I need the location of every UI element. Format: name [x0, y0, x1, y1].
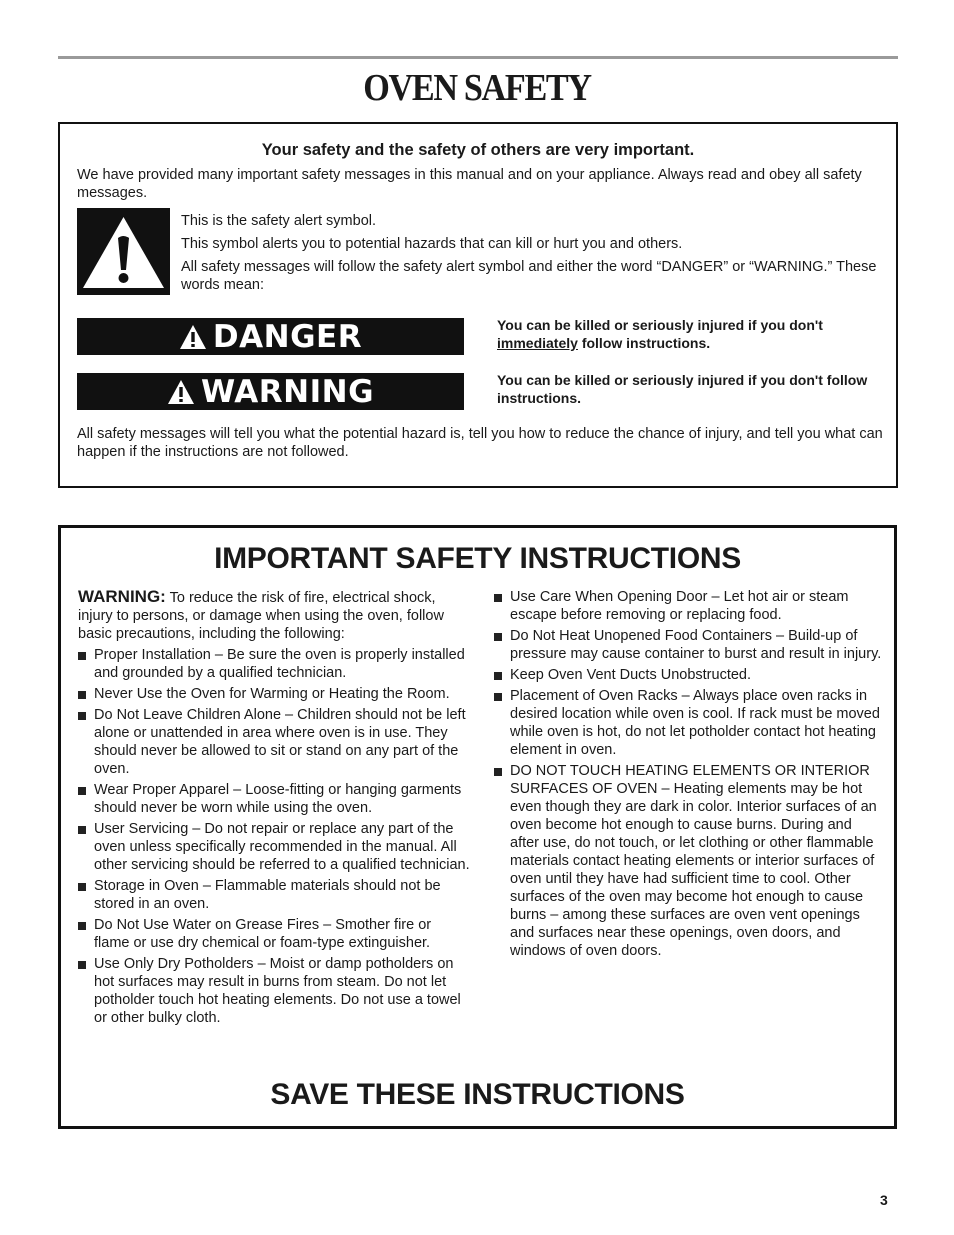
instructions-heading: IMPORTANT SAFETY INSTRUCTIONS: [214, 542, 741, 575]
list-item: User Servicing – Do not repair or replace any part of the oven unless specifically recommended in the manual. All other servicing should be referred to a qualified technician.: [78, 820, 470, 874]
warning-description: You can be killed or seriously injured if you don't follow instructions.: [497, 372, 868, 406]
square-bullet-icon: [78, 691, 86, 699]
danger-emphasis: immediately: [497, 335, 578, 351]
list-item: Proper Installation – Be sure the oven is properly installed and grounded by a qualified technician.: [78, 646, 470, 682]
danger-signal-banner: [77, 318, 464, 355]
square-bullet-icon: [494, 672, 502, 680]
left-instruction-list: [78, 646, 470, 1027]
square-bullet-icon: [78, 712, 86, 720]
alert-triangle-icon: [179, 324, 207, 350]
square-bullet-icon: [78, 652, 86, 660]
list-item: Storage in Oven – Flammable materials should not be stored in an oven.: [78, 877, 470, 913]
safety-closing: All safety messages will tell you what the potential hazard is, tell you how to reduce the chance of injury, and tell you what can happen if the instructions are not followed.: [77, 426, 883, 460]
safety-alert-symbol-icon: [77, 208, 170, 295]
page-title: OVEN SAFETY: [363, 67, 591, 109]
warning-label: WARNING: [200, 373, 375, 410]
list-item: Never Use the Oven for Warming or Heating the Room.: [78, 685, 470, 703]
safety-heading: Your safety and the safety of others are very important.: [261, 141, 695, 159]
safety-messages-box: [58, 122, 898, 488]
list-item: Use Only Dry Potholders – Moist or damp potholders on hot surfaces may result in burns from steam. Do not let potholder touch hot heating elements. Do not use a towel or other bulky cloth.: [78, 955, 470, 1027]
square-bullet-icon: [78, 787, 86, 795]
warning-intro: [78, 588, 470, 643]
list-item: DO NOT TOUCH HEATING ELEMENTS OR INTERIOR SURFACES OF OVEN – Heating elements may be hot even though they are dark in color. Interior surfaces of an oven become hot enough to cause burns. During and after use, do not touch, or let clothing or other flammable materials contact heating elements or interior surfaces of oven until they have had sufficient time to cool. Other surfaces of the oven may become hot enough to cause burns – among these surfaces are oven vent openings and surfaces near these openings, oven doors, and windows of oven doors.: [494, 762, 884, 960]
right-instruction-list: [494, 588, 884, 960]
safety-intro: We have provided many important safety messages in this manual and on your appliance. Always read and obey all safety messages.: [77, 167, 862, 201]
warning-signal-banner: [77, 373, 464, 410]
list-item: Do Not Leave Children Alone – Children should not be left alone or unattended in area where oven is in use. They should never be allowed to sit or stand on any part of the oven.: [78, 706, 470, 778]
warning-intro-text: To reduce the risk of fire, electrical shock, injury to persons, or damage when using the oven, follow basic precautions, including the following:: [78, 590, 444, 642]
danger-label: DANGER: [212, 318, 363, 355]
warning-intro-label: WARNING:: [78, 587, 166, 606]
alert-symbol-explanation: [181, 212, 881, 299]
top-rule: [58, 56, 898, 59]
alert-triangle-icon: [167, 379, 195, 405]
square-bullet-icon: [78, 961, 86, 969]
square-bullet-icon: [78, 826, 86, 834]
list-item: Do Not Heat Unopened Food Containers – Build-up of pressure may cause container to burst and result in injury.: [494, 627, 884, 663]
list-item: Keep Oven Vent Ducts Unobstructed.: [494, 666, 884, 684]
alert-line: This symbol alerts you to potential hazards that can kill or hurt you and others.: [181, 236, 683, 252]
square-bullet-icon: [494, 633, 502, 641]
save-instructions-heading: SAVE THESE INSTRUCTIONS: [270, 1078, 685, 1111]
list-item: Do Not Use Water on Grease Fires – Smother fire or flame or use dry chemical or foam-type extinguisher.: [78, 916, 470, 952]
page-number: 3: [880, 1192, 888, 1208]
danger-description: You can be killed or seriously injured if you don't immediately follow instructions.: [497, 317, 823, 351]
list-item: Wear Proper Apparel – Loose-fitting or hanging garments should never be worn while using the oven.: [78, 781, 470, 817]
alert-line: All safety messages will follow the safety alert symbol and either the word “DANGER” or “WARNING.” These words mean:: [181, 259, 877, 293]
square-bullet-icon: [494, 693, 502, 701]
instructions-right-column: [494, 588, 884, 963]
instructions-left-column: [78, 588, 470, 1030]
square-bullet-icon: [494, 594, 502, 602]
list-item: Placement of Oven Racks – Always place oven racks in desired location while oven is cool. If rack must be moved while oven is hot, do not let potholder contact hot heating element in oven.: [494, 687, 884, 759]
square-bullet-icon: [78, 922, 86, 930]
square-bullet-icon: [494, 768, 502, 776]
list-item: Use Care When Opening Door – Let hot air or steam escape before removing or replacing food.: [494, 588, 884, 624]
square-bullet-icon: [78, 883, 86, 891]
alert-line: This is the safety alert symbol.: [181, 213, 377, 229]
important-safety-instructions-box: [58, 525, 897, 1129]
